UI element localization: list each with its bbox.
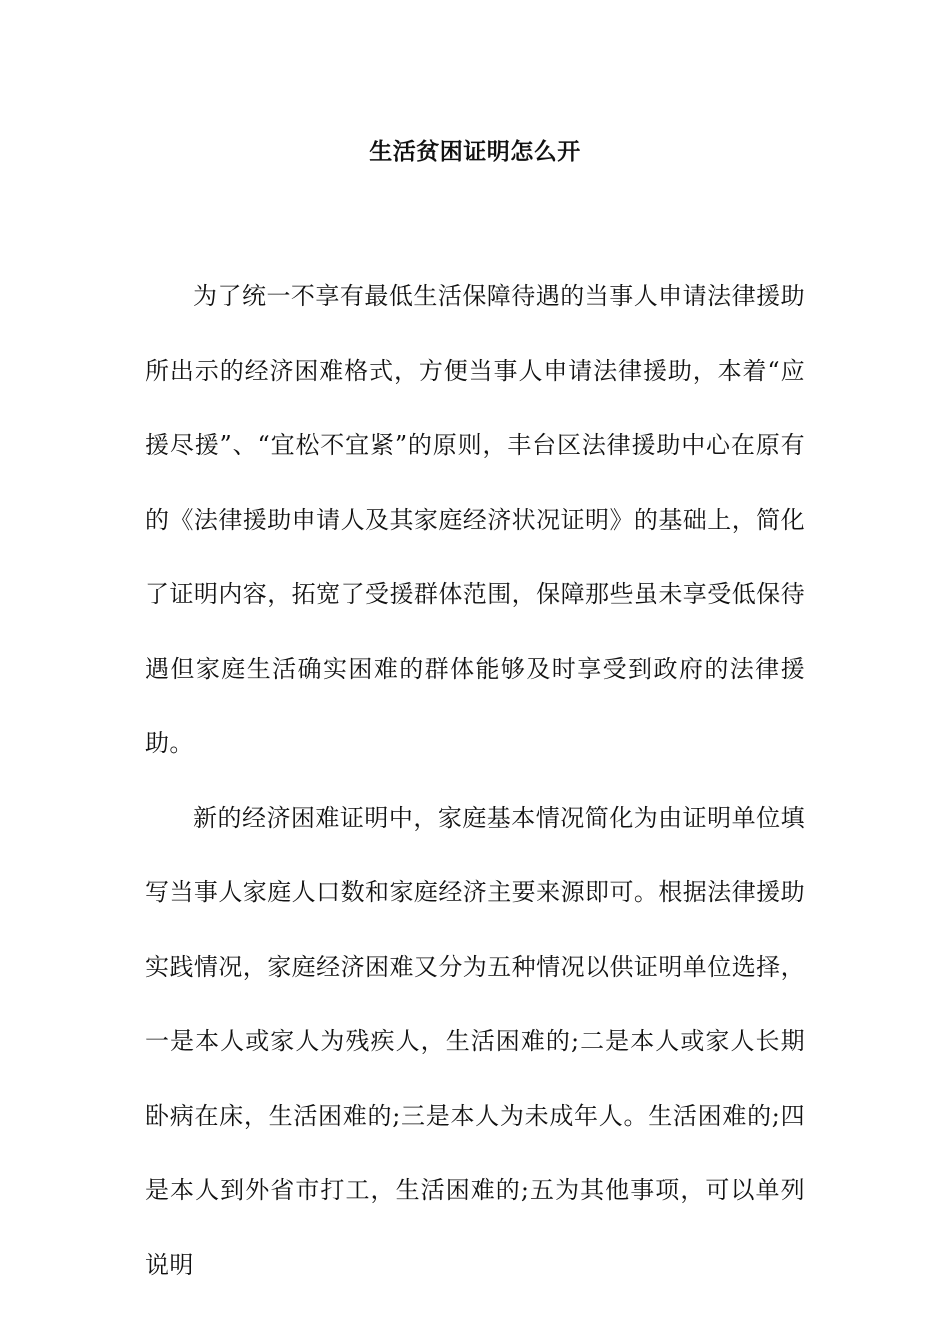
paragraph-1: 为了统一不享有最低生活保障待遇的当事人申请法律援助所出示的经济困难格式，方便当事人申请法律援助，本着“应援尽援”、“宜松不宜紧”的原则，丰台区法律援助中心在原有的《法律援助申请人及其家庭经济状况证明》的基础上，简化了证明内容，拓宽了受援群体范围，保障那些虽未享受低保待遇但家庭生活确实困难的群体能够及时享受到政府的法律援助。 <box>145 282 805 757</box>
document-title: 生活贫困证明怎么开 <box>369 138 581 165</box>
paragraph-2: 新的经济困难证明中，家庭基本情况简化为由证明单位填写当事人家庭人口数和家庭经济主要来源即可。根据法律援助实践情况，家庭经济困难又分为五种情况以供证明单位选择，一是本人或家人为残疾人，生活困难的;二是本人或家人长期卧病在床，生活困难的;三是本人为未成年人。生活困难的;四是本人到外省市打工，生活困难的;五为其他事项，可以单列说明 <box>145 803 805 1279</box>
document-body <box>145 259 805 1302</box>
